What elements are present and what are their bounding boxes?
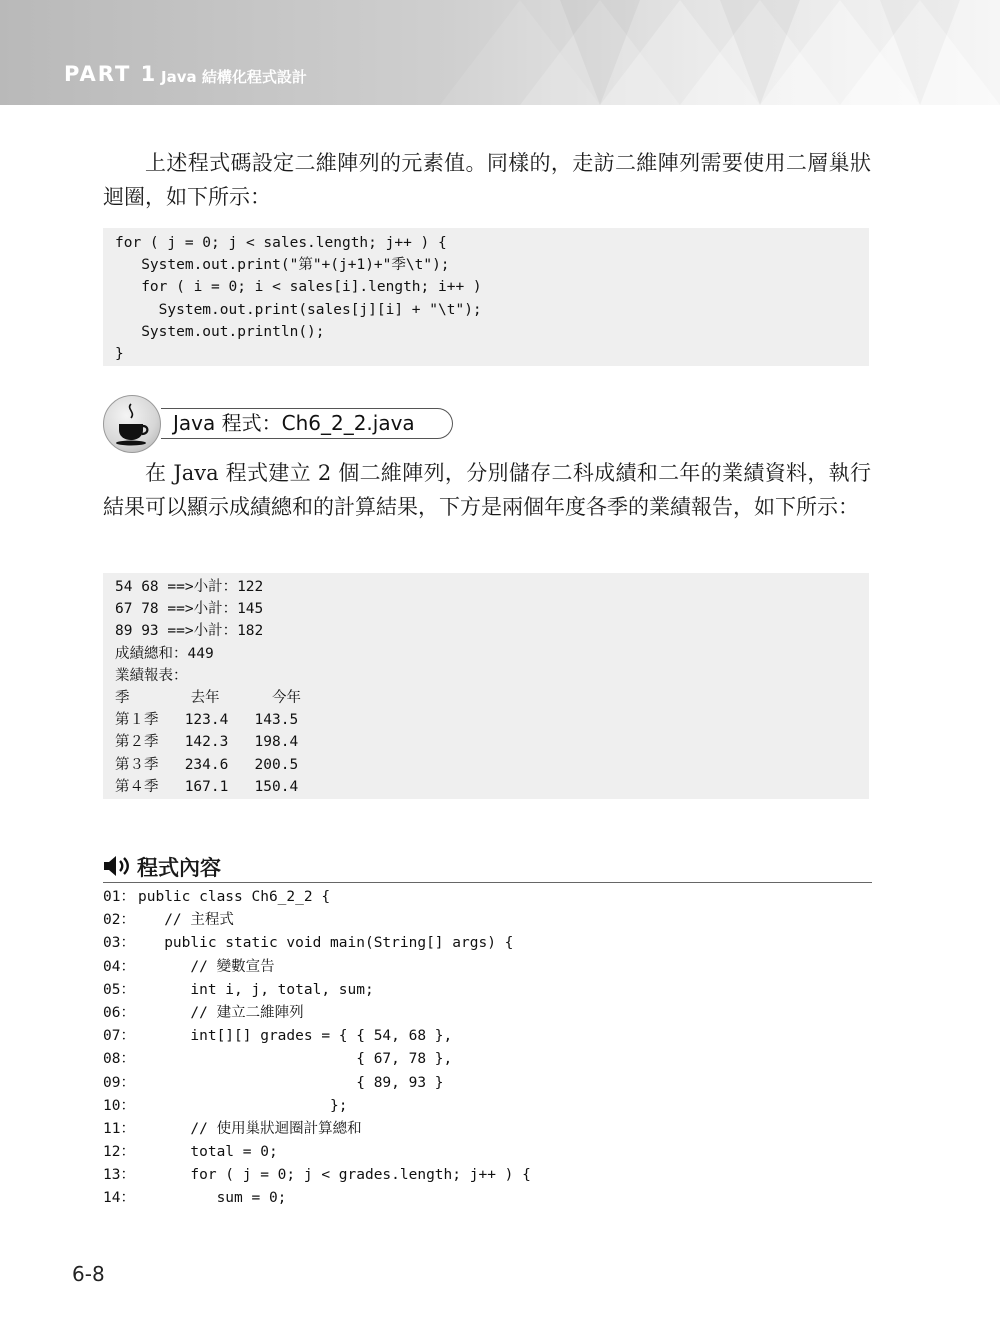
listing-row <box>103 1164 873 1187</box>
speaker-icon <box>103 855 131 877</box>
code-line: System.out.print(sales[j][i] + "\t"); <box>115 301 482 318</box>
listing-row <box>103 1048 873 1071</box>
listing-code: }; <box>138 1097 348 1114</box>
program-badge-label: Java 程式：Ch6_2_2.java <box>173 411 415 435</box>
listing-row <box>103 956 873 979</box>
listing-row <box>103 886 873 909</box>
loop-code-block <box>103 228 869 366</box>
listing-row <box>103 1187 873 1210</box>
line-number: 13： <box>103 1167 135 1184</box>
output-line: 67 78 ==>小計：145 <box>115 601 264 618</box>
output-line: 89 93 ==>小計：182 <box>115 623 264 640</box>
program-listing <box>103 886 873 1211</box>
listing-code: int i, j, total, sum; <box>138 981 374 998</box>
code-line: for ( j = 0; j < sales.length; j++ ) { <box>115 235 447 251</box>
description-paragraph: 在 Java 程式建立 2 個二維陣列，分別儲存二科成績和二年的業績資料，執行結果可以顯示成績總和的計算結果，下方是兩個年度各季的業績報告，如下所示： <box>103 461 871 519</box>
code-line: for ( i = 0; i < sales[i].length; i++ ) <box>115 279 482 296</box>
page-number: 6-8 <box>72 1262 105 1286</box>
line-number: 11： <box>103 1120 135 1137</box>
output-line: 第１季 123.4 143.5 <box>115 712 299 729</box>
listing-code: public static void main(String[] args) { <box>138 935 514 952</box>
part-label: PART 1 <box>64 62 158 86</box>
listing-code: sum = 0; <box>138 1190 287 1207</box>
listing-code: int[][] grades = { { 54, 68 }, <box>138 1028 453 1045</box>
listing-code: // 使用巢狀迴圈計算總和 <box>138 1120 362 1137</box>
intro-paragraph: 上述程式碼設定二維陣列的元素值。同樣的，走訪二維陣列需要使用二層巢狀迴圈，如下所示： <box>103 151 871 209</box>
line-number: 08： <box>103 1051 135 1068</box>
output-line: 業績報表： <box>115 667 188 684</box>
listing-row <box>103 979 873 1002</box>
line-number: 14： <box>103 1190 135 1207</box>
code-line: System.out.println(); <box>115 323 325 340</box>
output-line: 54 68 ==>小計：122 <box>115 579 264 595</box>
listing-code: total = 0; <box>138 1144 278 1161</box>
line-number: 05： <box>103 981 135 998</box>
listing-row <box>103 932 873 955</box>
output-line: 第２季 142.3 198.4 <box>115 734 299 751</box>
line-number: 04： <box>103 958 135 975</box>
output-line: 成績總和：449 <box>115 645 214 662</box>
line-number: 01： <box>103 889 135 905</box>
program-output-block <box>103 573 869 799</box>
line-number: 03： <box>103 935 135 952</box>
line-number: 09： <box>103 1074 135 1091</box>
section-heading <box>103 850 872 883</box>
listing-row <box>103 1095 873 1118</box>
header-triangle-pattern <box>0 0 1000 105</box>
listing-code: for ( j = 0; j < grades.length; j++ ) { <box>138 1167 531 1184</box>
output-line: 第３季 234.6 200.5 <box>115 756 299 773</box>
chapter-title: Java 結構化程式設計 <box>161 68 307 86</box>
listing-row <box>103 1072 873 1095</box>
line-number: 07： <box>103 1028 135 1045</box>
program-badge <box>103 395 463 453</box>
listing-code: // 建立二維陣列 <box>138 1004 304 1021</box>
listing-code: public class Ch6_2_2 { <box>138 889 331 905</box>
listing-code: // 主程式 <box>138 912 234 929</box>
listing-row <box>103 909 873 932</box>
line-number: 06： <box>103 1004 135 1021</box>
listing-row <box>103 1141 873 1164</box>
line-number: 12： <box>103 1144 135 1161</box>
section-title: 程式內容 <box>137 856 221 880</box>
output-line: 季 去年 今年 <box>115 689 301 706</box>
listing-code: { 89, 93 } <box>138 1074 444 1091</box>
page-header <box>0 0 1000 105</box>
listing-row <box>103 1002 873 1025</box>
code-line: System.out.print("第"+(j+1)+"季\t"); <box>115 257 450 274</box>
listing-code: { 67, 78 }, <box>138 1051 453 1068</box>
listing-code: // 變數宣告 <box>138 958 275 975</box>
output-line: 第４季 167.1 150.4 <box>115 778 299 795</box>
line-number: 10： <box>103 1097 135 1114</box>
listing-row <box>103 1025 873 1048</box>
listing-row <box>103 1118 873 1141</box>
coffee-cup-icon <box>103 395 161 453</box>
code-line: } <box>115 345 124 362</box>
line-number: 02： <box>103 912 135 929</box>
